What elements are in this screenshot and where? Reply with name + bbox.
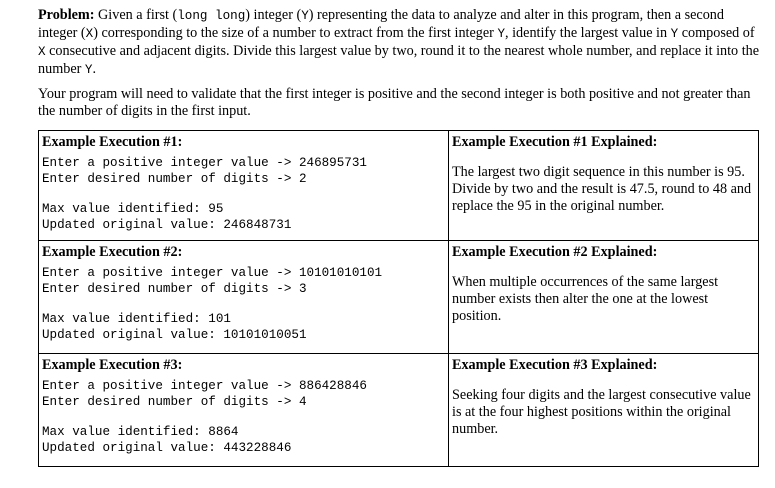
examples-table xyxy=(38,130,759,467)
problem-code-x: X xyxy=(38,45,46,59)
problem-text-8: . xyxy=(92,61,96,77)
example-row xyxy=(39,131,759,241)
problem-code-x: X xyxy=(85,27,94,41)
problem-text-7: consecutive and adjacent digits. Divide this largest value by two, round it to the nearest whole number, and replace it into the number xyxy=(38,43,760,77)
problem-code-y: Y xyxy=(497,27,506,41)
example-input-value-line: Enter a positive integer value -> 886428846 xyxy=(42,379,367,393)
problem-text-5: , identify the largest value in xyxy=(505,25,671,41)
problem-text-2: ) integer ( xyxy=(245,7,302,23)
problem-code-y: Y xyxy=(84,63,93,77)
example-title: Example Execution #3: xyxy=(42,357,183,373)
example-max-value-line: Max value identified: 101 xyxy=(42,312,231,326)
problem-text-3: ) representing the data to analyze and alter in this program, then a second integer ( xyxy=(38,7,724,41)
example-input-value-line: Enter a positive integer value -> 246895731 xyxy=(42,156,367,170)
explanation-text: When multiple occurrences of the same largest number exists then alter the one at the lowest position. xyxy=(452,274,719,324)
example-cell xyxy=(39,354,449,467)
problem-text-4: ) corresponding to the size of a number to extract from the first integer xyxy=(93,25,498,41)
problem-code-long-long: long long xyxy=(177,9,246,23)
example-cell xyxy=(39,131,449,241)
example-input-digits-line: Enter desired number of digits -> 3 xyxy=(42,282,307,296)
validation-paragraph: Your program will need to validate that the first integer is positive and the second integer is both positive and not greater than the number of digits in the first input. xyxy=(38,86,751,119)
example-input-value-line: Enter a positive integer value -> 10101010101 xyxy=(42,266,383,280)
example-cell xyxy=(39,241,449,354)
example-input-digits-line: Enter desired number of digits -> 4 xyxy=(42,395,307,409)
example-updated-value-line: Updated original value: 443228846 xyxy=(42,441,292,455)
example-max-value-line: Max value identified: 8864 xyxy=(42,425,239,439)
explanation-cell xyxy=(449,241,759,354)
example-title: Example Execution #1: xyxy=(42,134,183,150)
explanation-title: Example Execution #2 Explained: xyxy=(452,244,658,260)
example-row xyxy=(39,354,759,467)
explanation-title: Example Execution #1 Explained: xyxy=(452,134,658,150)
explanation-title: Example Execution #3 Explained: xyxy=(452,357,658,373)
example-updated-value-line: Updated original value: 246848731 xyxy=(42,218,292,232)
problem-text-6: composed of xyxy=(678,25,755,41)
explanation-cell xyxy=(449,354,759,467)
example-max-value-line: Max value identified: 95 xyxy=(42,202,224,216)
problem-label: Problem: xyxy=(38,7,95,23)
example-updated-value-line: Updated original value: 10101010051 xyxy=(42,328,307,342)
explanation-text: Seeking four digits and the largest consecutive value is at the four highest positions within the original number. xyxy=(452,387,751,437)
example-title: Example Execution #2: xyxy=(42,244,183,260)
example-input-digits-line: Enter desired number of digits -> 2 xyxy=(42,172,307,186)
problem-statement xyxy=(38,7,760,79)
explanation-cell xyxy=(449,131,759,241)
problem-text-1: Given a first ( xyxy=(94,7,178,23)
problem-code-y: Y xyxy=(301,9,309,23)
example-row xyxy=(39,241,759,354)
problem-code-y: Y xyxy=(670,27,679,41)
explanation-text: The largest two digit sequence in this number is 95. Divide by two and the result is 47.5, round to 48 and replace the 95 in the original number. xyxy=(452,164,752,214)
